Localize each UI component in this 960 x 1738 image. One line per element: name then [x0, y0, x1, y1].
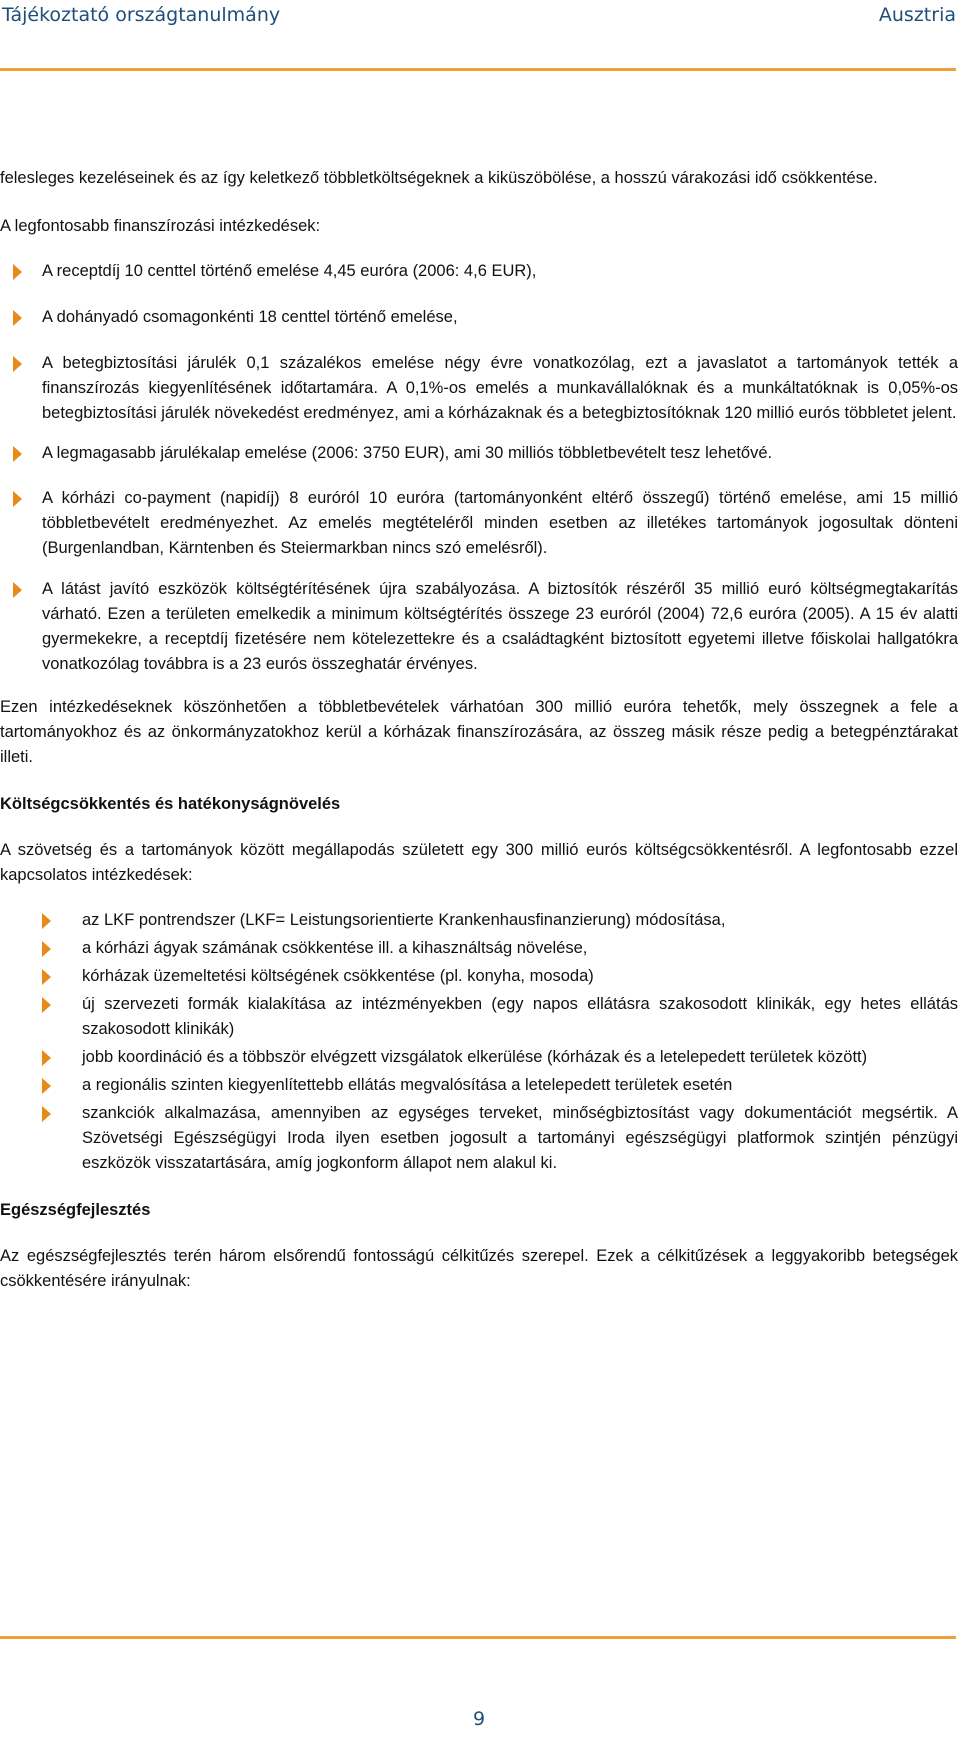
bullet-triangle-icon: [42, 997, 51, 1013]
intro-paragraph: felesleges kezeléseinek és az így keletkező többletköltségeknek a kiküszöbölése, a hosszú várakozási idő csökkentése.: [0, 169, 878, 187]
cost-list-item: az LKF pontrendszer (LKF= Leistungsorientierte Krankenhausfinanzierung) módosítása,: [0, 908, 958, 933]
bullet-triangle-icon: [13, 582, 22, 598]
finance-list-item: A legmagasabb járulékalap emelése (2006: 3750 EUR), ami 30 milliós többletbevételt tesz lehetővé.: [0, 441, 958, 466]
cost-list-item: a regionális szinten kiegyenlítettebb ellátás megvalósítása a letelepedett területek esetén: [0, 1073, 958, 1098]
bullet-triangle-icon: [42, 941, 51, 957]
health-paragraph: Az egészségfejlesztés terén három elsőrendű fontosságú célkitűzés szerepel. Ezek a célkitűzések a leggyakoribb betegségek csökkentésére irányulnak:: [0, 1247, 958, 1290]
section-heading-cost: Költségcsökkentés és hatékonyságnövelés: [0, 795, 341, 813]
bullet-triangle-icon: [42, 1050, 51, 1066]
finance-list-item: A kórházi co-payment (napidíj) 8 euróról 10 euróra (tartományonként eltérő összegű) történő emelése, ami 15 millió többletbevételt eredményezhet. Az emelés megtételéről minden esetben az illetékes tartományok jogosultak dönteni (Burgenlandban, Kärntenben és Steiermarkban nincs szó emelésről).: [0, 486, 958, 561]
bullet-triangle-icon: [13, 310, 22, 326]
bullet-triangle-icon: [42, 913, 51, 929]
finance-list-item: A látást javító eszközök költségtérítésének újra szabályozása. A biztosítók részéről 35 millió euró költségmegtakarítás várható. Ezen a területen emelkedik a minimum költségtérítés összege 23 euróról (2004) 72,6 euróra (2005). A 15 év alatti gyermekekre, a receptdíj fizetésére nem kötelezettekre és a családtagként biztosított egyetemi illetve főiskolai hallgatókra vonatkozólag továbbra is a 23 eurós összeghatár érvényes.: [0, 577, 958, 677]
cost-list-item: jobb koordináció és a többször elvégzett vizsgálatok elkerülése (kórházak és a letelepedett területek között): [0, 1045, 958, 1070]
cost-list-item: új szervezeti formák kialakítása az intézményekben (egy napos ellátásra szakosodott klinikák, egy hetes ellátás szakosodott klinikák): [0, 992, 958, 1042]
finance-lead-paragraph: A legfontosabb finanszírozási intézkedések:: [0, 217, 321, 235]
page-header: [0, 0, 956, 34]
cost-list-item: szankciók alkalmazása, amennyiben az egységes terveket, minőségbiztosítást vagy dokumentációt megsértik. A Szövetségi Egészségügyi Iroda ilyen esetben jogosult a tartományi egészségügyi platformok szintjén pénzügyi eszközök visszatartására, amíg jogkonform állapot nem alakul ki.: [0, 1101, 958, 1176]
finance-list-item: A dohányadó csomagonkénti 18 centtel történő emelése,: [0, 305, 958, 330]
country-name: Ausztria: [878, 4, 956, 26]
bullet-triangle-icon: [13, 356, 22, 372]
document-title: Tájékoztató országtanulmány: [2, 4, 281, 26]
bullet-triangle-icon: [42, 969, 51, 985]
summary-paragraph: Ezen intézkedéseknek köszönhetően a többletbevételek várhatóan 300 millió euróra tehetők, mely összegnek a fele a tartományokhoz és az önkormányzatokhoz kerül a kórházak finanszírozására, az összeg másik része pedig a betegpénztárakat illeti.: [0, 698, 958, 766]
finance-list-item: A receptdíj 10 centtel történő emelése 4,45 euróra (2006: 4,6 EUR),: [0, 259, 958, 284]
finance-list-item: A betegbiztosítási járulék 0,1 százalékos emelése négy évre vonatkozólag, ezt a javaslatot a tartományok tették a finanszírozás kiegyenlítésének időtartamára. A 0,1%-os emelés a munkavállalóknak és a munkáltatóknak is 0,05%-os betegbiztosítási járulék növekedést eredményez, ami a kórházaknak és a betegbiztosítóknak 120 millió eurós többletet jelent.: [0, 351, 958, 426]
cost-list-item: a kórházi ágyak számának csökkentése ill. a kihasználtság növelése,: [0, 936, 958, 961]
bullet-triangle-icon: [42, 1078, 51, 1094]
section-heading-health: Egészségfejlesztés: [0, 1201, 151, 1219]
bullet-triangle-icon: [13, 446, 22, 462]
footer-rule: [0, 1636, 956, 1639]
bullet-triangle-icon: [13, 491, 22, 507]
cost-lead-paragraph: A szövetség és a tartományok között megállapodás született egy 300 millió eurós költségcsökkentésről. A legfontosabb ezzel kapcsolatos intézkedések:: [0, 841, 958, 884]
bullet-triangle-icon: [42, 1106, 51, 1122]
page-content: [0, 166, 958, 1294]
cost-list-item: kórházak üzemeltetési költségének csökkentése (pl. konyha, mosoda): [0, 964, 958, 989]
bullet-triangle-icon: [13, 264, 22, 280]
page-number: 9: [472, 1708, 486, 1730]
header-rule: [0, 68, 956, 71]
